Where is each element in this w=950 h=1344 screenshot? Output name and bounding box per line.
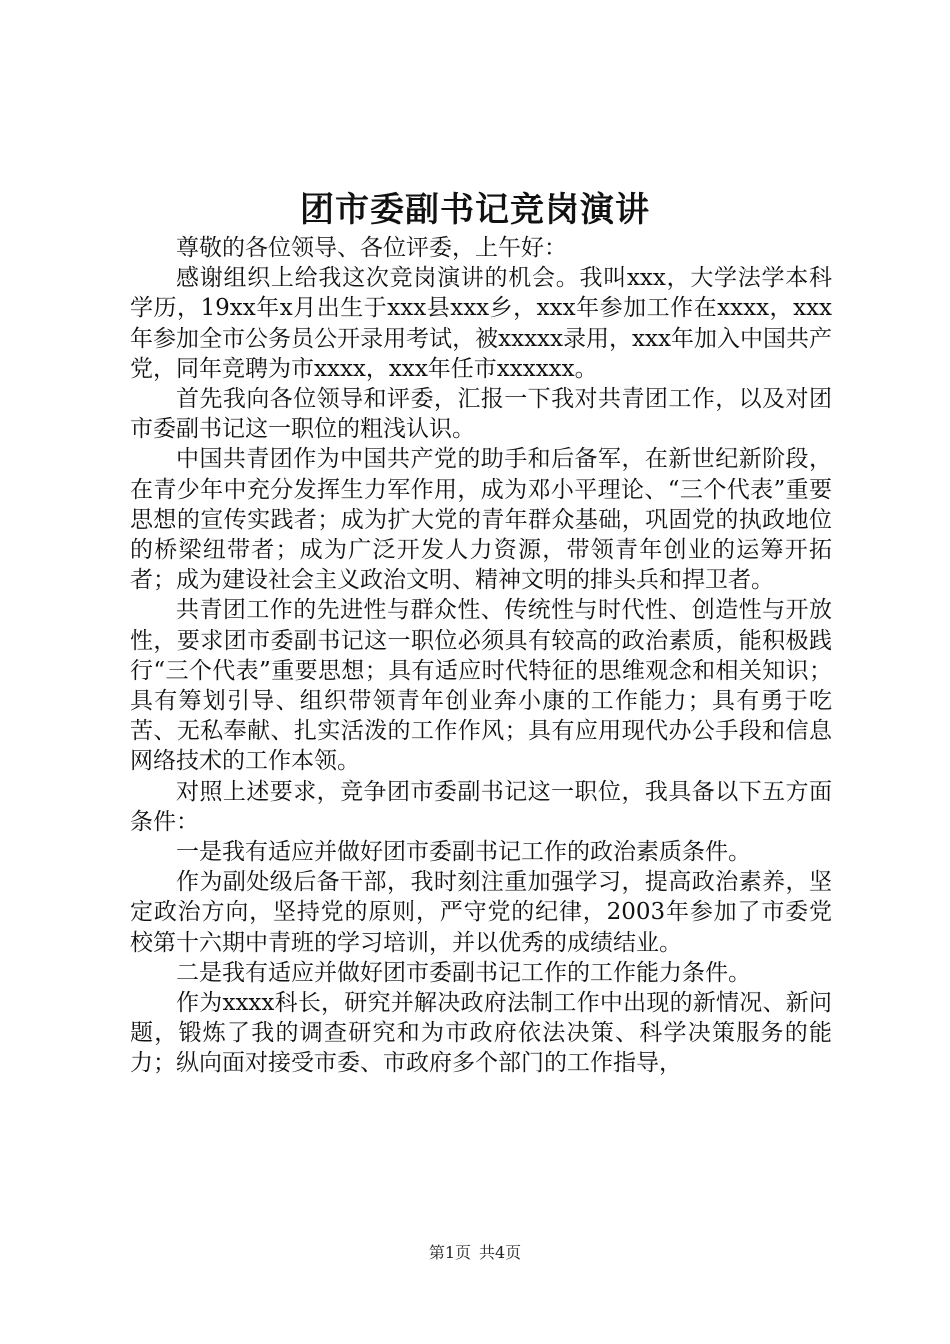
paragraph-condition-two: 二是我有适应并做好团市委副书记工作的工作能力条件。 bbox=[176, 959, 751, 986]
paragraph-condition-one-detail: 作为副处级后备干部，我时刻注重加强学习，提高政治素养，坚定政治方向，坚持党的原则，严守党的纪律，2003年参加了市委党校第十六期中青班的学习培训，并以优秀的成绩结业。 bbox=[130, 869, 832, 956]
paragraph-greeting: 尊敬的各位领导、各位评委，上午好： bbox=[176, 235, 567, 261]
page-number: 第1页 bbox=[428, 1243, 471, 1262]
paragraph-condition-one: 一是我有适应并做好团市委副书记工作的政治素质条件。 bbox=[176, 839, 751, 866]
document-title: 团市委副书记竞岗演讲 bbox=[300, 190, 650, 230]
document-body bbox=[130, 233, 832, 1079]
page-total: 共4页 bbox=[479, 1243, 522, 1262]
page-footer bbox=[0, 1242, 950, 1264]
paragraph-league-role: 中国共青团作为中国共产党的助手和后备军，在新世纪新阶段，在青少年中充分发挥生力军作用，成为邓小平理论、“三个代表”重要思想的宣传实践者；成为扩大党的青年群众基础，巩固党的执政地位的桥梁纽带者；成为广泛开发人力资源，带领青年创业的运筹开拓者；成为建设社会主义政治文明、精神文明的排头兵和捍卫者。 bbox=[130, 446, 832, 594]
paragraph-condition-two-detail: 作为xxxx科长，研究并解决政府法制工作中出现的新情况、新问题，锻炼了我的调查研究和为市政府依法决策、科学决策服务的能力；纵向面对接受市委、市政府多个部门的工作指导， bbox=[130, 990, 832, 1077]
paragraph-introduction: 感谢组织上给我这次竞岗演讲的机会。我叫xxx，大学法学本科学历，19xx年x月出生于xxx县xxx乡，xxx年参加工作在xxxx，xxx年参加全市公务员公开录用考试，被xxxxx录用，xxx年加入中国共产党，同年竞聘为市xxxx，xxx年任市xxxxxx。 bbox=[130, 265, 832, 382]
paragraph-report-intro: 首先我向各位领导和评委，汇报一下我对共青团工作，以及对团市委副书记这一职位的粗浅认识。 bbox=[130, 386, 832, 443]
paragraph-conditions-intro: 对照上述要求，竞争团市委副书记这一职位，我具备以下五方面条件： bbox=[130, 778, 832, 835]
paragraph-requirements: 共青团工作的先进性与群众性、传统性与时代性、创造性与开放性，要求团市委副书记这一职位必须具有较高的政治素质，能积极践行“三个代表”重要思想；具有适应时代特征的思维观念和相关知识；具有筹划引导、组织带领青年创业奔小康的工作能力；具有勇于吃苦、无私奉献、扎实活泼的工作作风；具有应用现代办公手段和信息网络技术的工作本领。 bbox=[130, 597, 832, 775]
